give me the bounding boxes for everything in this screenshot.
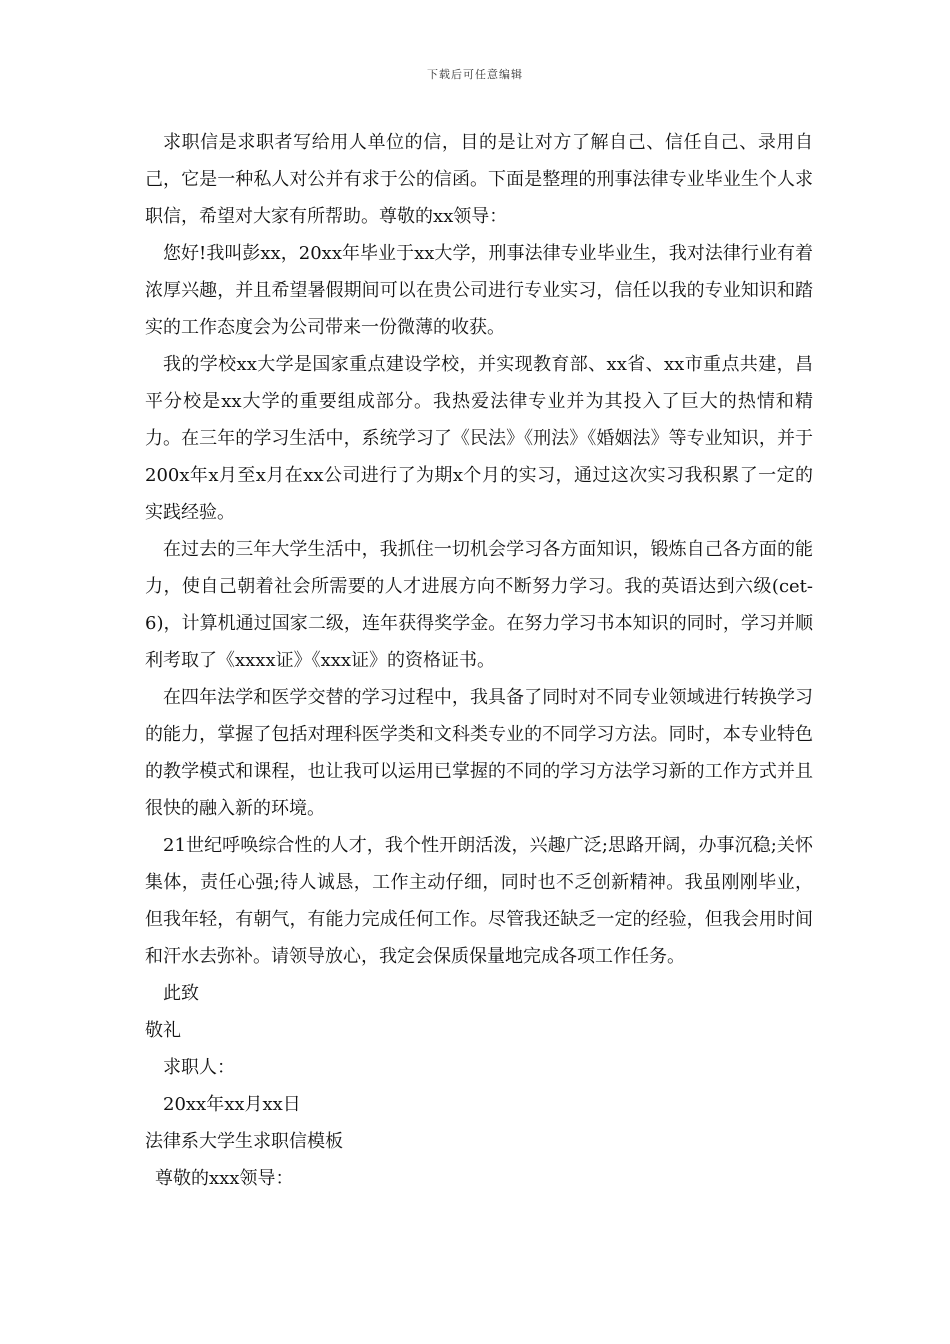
- study-paragraph: 在四年法学和医学交替的学习过程中，我具备了同时对不同专业领域进行转换学习的能力，掌握了包括对理科医学类和文科类专业的不同学习方法。同时，本专业特色的教学模式和课程，也让我可以运用已掌握的不同的学习方法学习新的工作方式并且很快的融入新的环境。: [145, 687, 813, 819]
- letter-date: 20xx年xx月xx日: [163, 1094, 301, 1115]
- template-salutation: 尊敬的xxx领导：: [155, 1168, 294, 1189]
- closing-jingli: 敬礼: [145, 1020, 181, 1041]
- template-title: 法律系大学生求职信模板: [145, 1131, 343, 1152]
- page-header: 下载后可任意编辑: [427, 68, 523, 81]
- intro-paragraph: 求职信是求职者写给用人单位的信，目的是让对方了解自己、信任自己、录用自己，它是一种私人对公并有求于公的信函。下面是整理的刑事法律专业毕业生个人求职信，希望对大家有所帮助。尊敬的xx领导：: [145, 132, 813, 227]
- closing-cizhi: 此致: [163, 983, 199, 1004]
- school-paragraph: 我的学校xx大学是国家重点建设学校，并实现教育部、xx省、xx市重点共建，昌平分校是xx大学的重要组成部分。我热爱法律专业并为其投入了巨大的热情和精力。在三年的学习生活中，系统学习了《民法》《刑法》《婚姻法》等专业知识，并于200x年x月至x月在xx公司进行了为期x个月的实习，通过这次实习我积累了一定的实践经验。: [145, 354, 813, 523]
- greeting-paragraph: 您好!我叫彭xx，20xx年毕业于xx大学，刑事法律专业毕业生，我对法律行业有着浓厚兴趣，并且希望暑假期间可以在贵公司进行专业实习，信任以我的专业知识和踏实的工作态度会为公司带来一份微薄的收获。: [145, 243, 813, 338]
- signer-label: 求职人：: [163, 1057, 235, 1078]
- college-life-paragraph: 在过去的三年大学生活中，我抓住一切机会学习各方面知识，锻炼自己各方面的能力，使自己朝着社会所需要的人才进展方向不断努力学习。我的英语达到六级(cet-6)，计算机通过国家二级，连年获得奖学金。在努力学习书本知识的同时，学习并顺利考取了《xxxx证》《xxx证》的资格证书。: [145, 539, 813, 671]
- letter-body: [145, 124, 813, 1197]
- personality-paragraph: 21世纪呼唤综合性的人才，我个性开朗活泼，兴趣广泛;思路开阔，办事沉稳;关怀集体，责任心强;待人诚恳，工作主动仔细，同时也不乏创新精神。我虽刚刚毕业，但我年轻，有朝气，有能力完成任何工作。尽管我还缺乏一定的经验，但我会用时间和汗水去弥补。请领导放心，我定会保质保量地完成各项工作任务。: [145, 835, 813, 967]
